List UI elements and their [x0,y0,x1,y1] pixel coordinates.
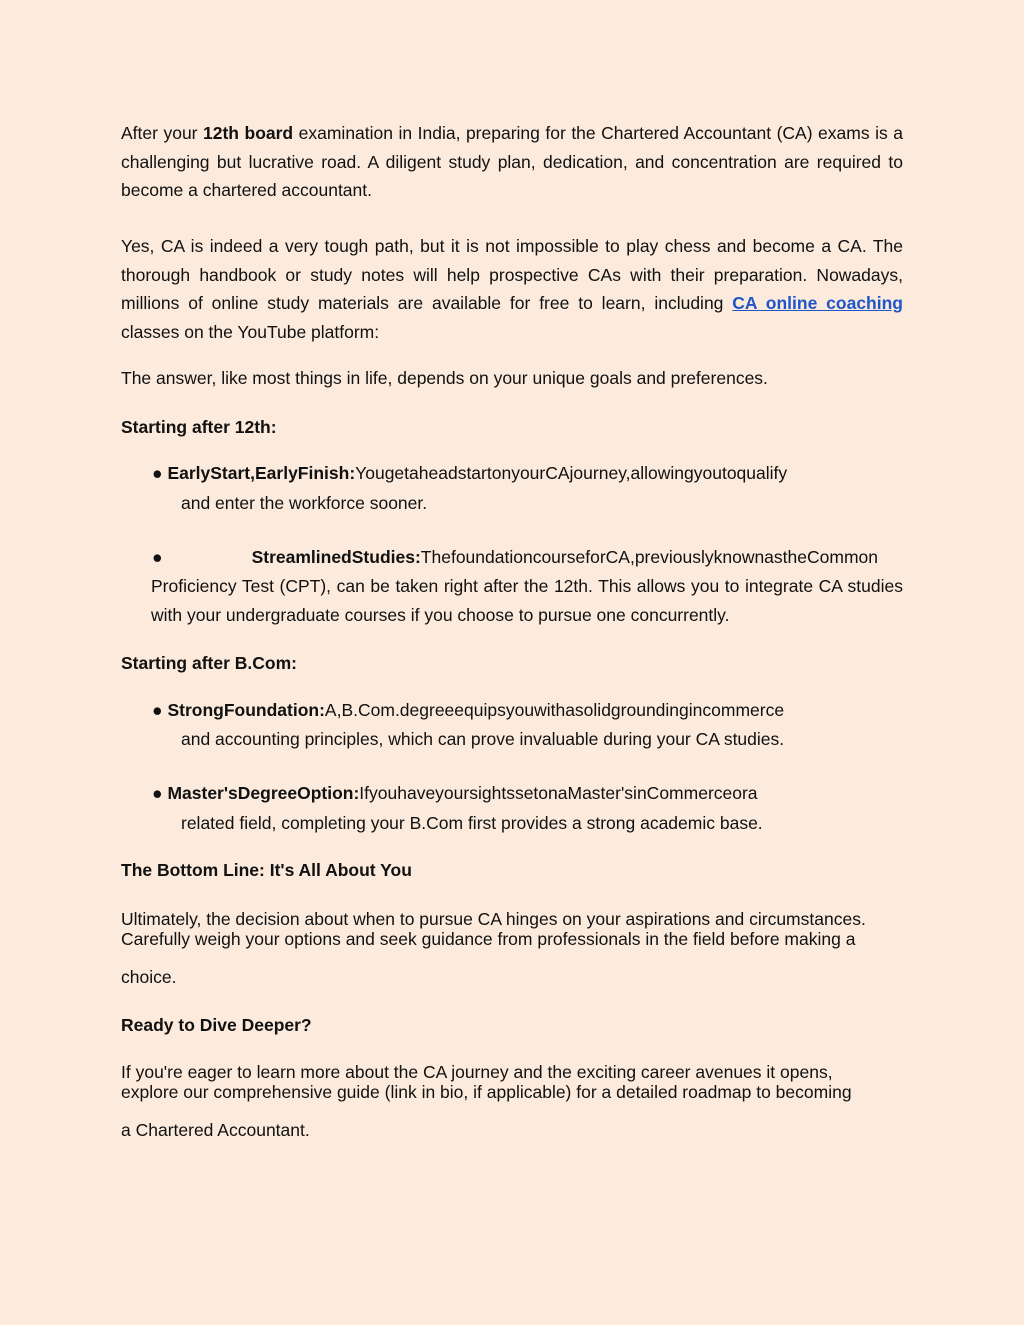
list-item-early-start-label: EarlyStart,EarlyFinish: [167,463,356,483]
section-heading-dive-deeper-text: Ready to Dive Deeper? [121,1015,312,1035]
bullet-icon: ● [152,547,163,567]
section-heading-after-bcom-text: Starting after B.Com: [121,653,297,673]
intro-text-end: examination in India, preparing for the Chartered Accountant (CA) exams is a challenging but lucrative road. A diligent study plan, dedication, and concentration are required to become a chartered accountant. [121,123,903,200]
ca-online-coaching-link[interactable]: CA online coaching [732,293,903,313]
list-item-streamlined-studies-label: StreamlinedStudies: [251,547,421,567]
list-item-early-start-text: YougetaheadstartonyourCAjourney,allowingyoutoqualify [355,463,788,483]
intro-text-start: After your [121,123,204,143]
list-item-strong-foundation-text: A,B.Com.degreeequipsyouwithasolidgroundingincommerce [324,700,785,720]
section-heading-bottom-line-text: The Bottom Line: It's All About You [121,860,412,880]
answer-paragraph: The answer, like most things in life, depends on your unique goals and preferences. [121,368,768,388]
list-item-streamlined-studies-text: ThefoundationcourseforCA,previouslyknownastheCommon [420,547,878,567]
bottom-line-text-2: Carefully weigh your options and seek guidance from professionals in the field before making a [121,929,856,949]
list-item-strong-foundation-continuation: and accounting principles, which can prove invaluable during your CA studies. [181,729,785,749]
ca-path-paragraph [121,232,903,346]
list-item-early-start-continuation: and enter the workforce sooner. [181,493,428,513]
section-heading-after-bcom [121,649,903,678]
bottom-line-text-3: choice. [121,967,177,987]
list-item-streamlined-studies [152,543,878,571]
ca-path-text-start: Yes, CA is indeed a very tough path, but it is not impossible to play chess and become a CA. The thorough handbook or study notes will help prospective CAs with their preparation. Nowadays, millions of online study materials are available for free to learn, including [121,236,903,313]
section-heading-dive-deeper [121,1011,903,1040]
bullet-icon: ● [152,783,163,803]
dive-deeper-text-3: a Chartered Accountant. [121,1120,310,1140]
list-item-masters-option-continuation: related field, completing your B.Com first provides a strong academic base. [181,813,763,833]
section-heading-after-12th-text: Starting after 12th: [121,417,277,437]
section-heading-after-12th [121,413,903,442]
list-item-strong-foundation [152,696,784,724]
list-item-early-start [152,459,787,487]
dive-deeper-text-1: If you're eager to learn more about the CA journey and the exciting career avenues it opens, [121,1062,833,1082]
section-heading-bottom-line [121,856,903,885]
list-item-streamlined-studies-continuation: Proficiency Test (CPT), can be taken right after the 12th. This allows you to integrate CA studies with your undergraduate courses if you choose to pursue one concurrently. [151,576,903,625]
dive-deeper-text-2: explore our comprehensive guide (link in bio, if applicable) for a detailed roadmap to becoming [121,1082,852,1102]
bullet-icon: ● [152,463,163,483]
list-item-masters-option-label: Master'sDegreeOption: [167,783,360,803]
intro-paragraph [121,119,903,205]
list-item-masters-option [152,779,758,807]
intro-bold-12th-board: 12th board [203,123,294,143]
list-item-masters-option-text: IfyouhaveyoursightssetonaMaster'sinCommerceora [359,783,758,803]
bullet-icon: ● [152,700,163,720]
list-item-strong-foundation-label: StrongFoundation: [167,700,325,720]
bottom-line-text-1: Ultimately, the decision about when to pursue CA hinges on your aspirations and circumstances. [121,909,866,929]
ca-path-text-end: classes on the YouTube platform: [121,321,380,342]
